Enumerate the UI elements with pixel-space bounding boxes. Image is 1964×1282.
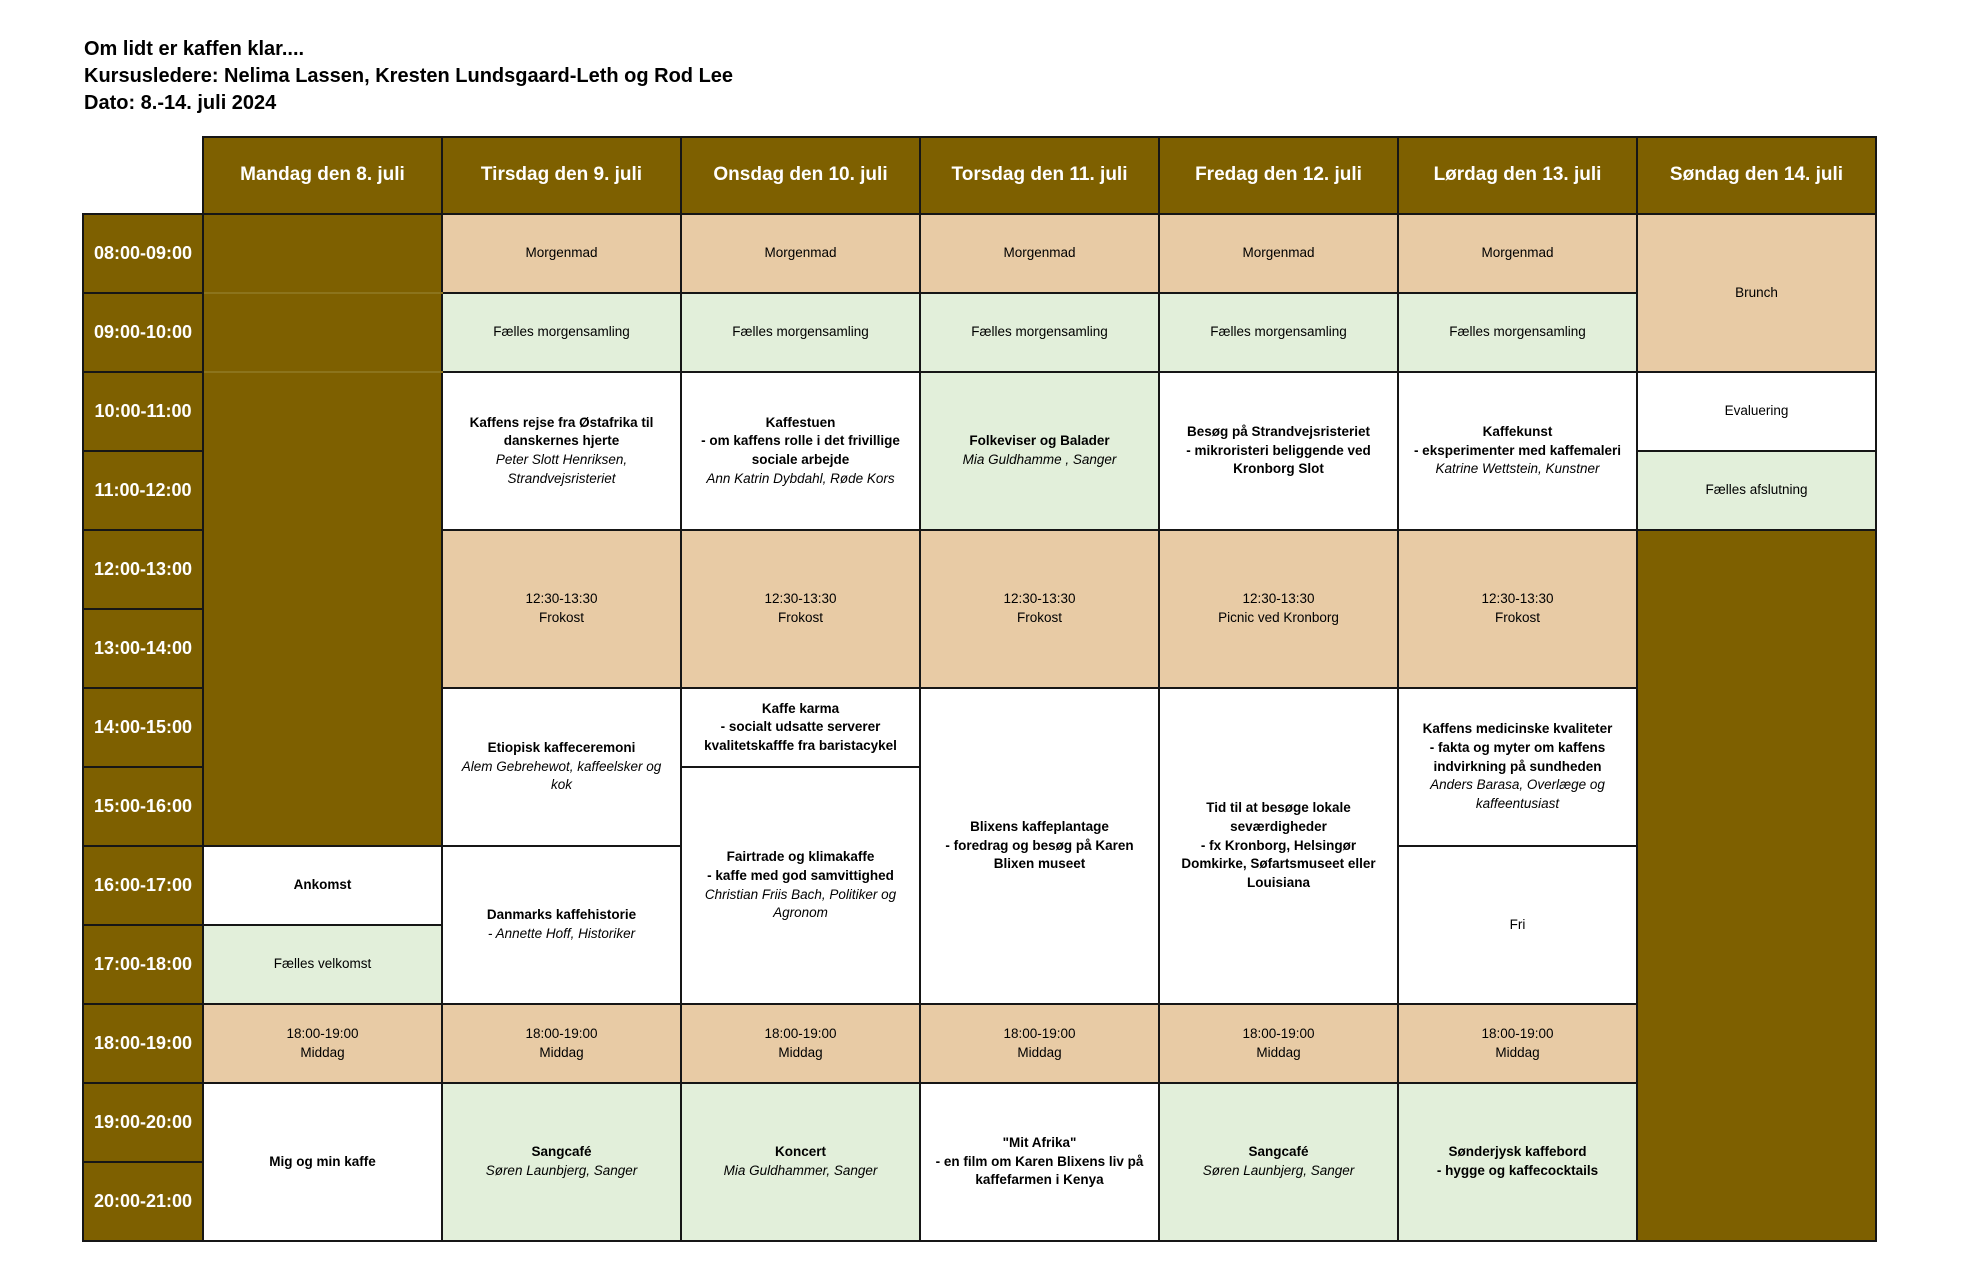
time-slot-1600: 16:00-17:00: [83, 846, 203, 925]
event-title: Tid til at besøge lokale seværdigheder: [1206, 800, 1351, 835]
event-presenter: Alem Gebrehewot, kaffeelsker og kok: [461, 758, 662, 793]
cell-son-afslutning: Fælles afslutning: [1637, 451, 1876, 530]
day-header-fredag: Fredag den 12. juli: [1159, 137, 1398, 214]
meal-time: 12:30-13:30: [1481, 591, 1554, 607]
cell-man-0800-empty: [203, 214, 442, 293]
cell-tir-kaffeceremoni: [442, 688, 681, 846]
cell-tor-mit-afrika: [920, 1083, 1159, 1241]
event-presenter: Mia Guldhammer, Sanger: [723, 1163, 878, 1178]
row-0800: [83, 214, 1876, 293]
meal-label: Middag: [1495, 1044, 1540, 1060]
event-presenter: Søren Launbjerg, Sanger: [1202, 1163, 1355, 1178]
day-header-torsdag: Torsdag den 11. juli: [920, 137, 1159, 214]
event-presenter: Anders Barasa, Overlæge og kaffeentusiast: [1430, 777, 1605, 811]
cell-tir-frokost: [442, 530, 681, 688]
time-slot-1100: 11:00-12:00: [83, 451, 203, 530]
cell-man-velkomst: Fælles velkomst: [203, 925, 442, 1004]
meal-label: Middag: [1017, 1044, 1062, 1060]
event-subtitle: - eksperimenter med kaffemaleri: [1413, 442, 1622, 458]
event-title: Etiopisk kaffeceremoni: [487, 740, 636, 756]
event-presenter: Peter Slott Henriksen, Strandvejsristeriet: [495, 452, 628, 486]
meal-label: Middag: [539, 1044, 584, 1060]
corner-cell: [83, 137, 203, 214]
cell-fre-picnic: [1159, 530, 1398, 688]
time-slot-1000: 10:00-11:00: [83, 372, 203, 451]
time-slot-1300: 13:00-14:00: [83, 609, 203, 688]
meal-time: 18:00-19:00: [764, 1025, 837, 1041]
cell-man-0900-empty: [203, 293, 442, 372]
event-subtitle: - hygge og kaffecocktails: [1436, 1163, 1599, 1178]
cell-tir-morgensamling: Fælles morgensamling: [442, 293, 681, 372]
cell-ons-kaffe-karma: [681, 688, 920, 767]
meal-label: Middag: [778, 1044, 823, 1060]
cell-man-ankomst: Ankomst: [203, 846, 442, 925]
event-subtitle: - foredrag og besøg på Karen Blixen museet: [945, 837, 1134, 872]
event-title: Koncert: [774, 1144, 826, 1160]
cell-ons-frokost: [681, 530, 920, 688]
cell-ons-morgenmad: Morgenmad: [681, 214, 920, 293]
cell-tir-kaffens-rejse: [442, 372, 681, 530]
cell-tor-morgenmad: Morgenmad: [920, 214, 1159, 293]
day-header-mandag: Mandag den 8. juli: [203, 137, 442, 214]
time-slot-1500: 15:00-16:00: [83, 767, 203, 846]
cell-tir-middag: [442, 1004, 681, 1083]
time-slot-1200: 12:00-13:00: [83, 530, 203, 609]
row-0900: [83, 293, 1876, 372]
event-title: Danmarks kaffehistorie: [486, 907, 637, 923]
event-title: Fairtrade og klimakaffe: [726, 849, 875, 865]
event-subtitle: - en film om Karen Blixens liv på kaffefarmen i Kenya: [935, 1153, 1144, 1188]
cell-lor-fri: Fri: [1398, 846, 1637, 1004]
cell-lor-morgenmad: Morgenmad: [1398, 214, 1637, 293]
meal-time: 12:30-13:30: [525, 591, 598, 607]
cell-man-mig-og-min-kaffe: Mig og min kaffe: [203, 1083, 442, 1241]
cell-tor-folkeviser: [920, 372, 1159, 530]
meal-label: Frokost: [777, 610, 823, 625]
event-title: Kaffestuen: [765, 414, 836, 430]
time-slot-1900: 19:00-20:00: [83, 1083, 203, 1162]
event-presenter: Katrine Wettstein, Kunstner: [1435, 461, 1600, 477]
time-slot-0900: 09:00-10:00: [83, 293, 203, 372]
event-title: Kaffe karma: [761, 700, 840, 716]
cell-tor-morgensamling: Fælles morgensamling: [920, 293, 1159, 372]
intro-block: [84, 36, 733, 117]
meal-time: 18:00-19:00: [525, 1025, 598, 1041]
cell-ons-middag: [681, 1004, 920, 1083]
cell-tir-morgenmad: Morgenmad: [442, 214, 681, 293]
event-subtitle: - fx Kronborg, Helsingør Domkirke, Søfartsmuseet eller Louisiana: [1181, 837, 1376, 890]
cell-tor-blixens: [920, 688, 1159, 1004]
cell-son-block-empty: [1637, 530, 1876, 1241]
meal-label: Picnic ved Kronborg: [1218, 610, 1339, 625]
event-presenter: - Annette Hoff, Historiker: [487, 926, 636, 941]
day-header-onsdag: Onsdag den 10. juli: [681, 137, 920, 214]
cell-fre-morgensamling: Fælles morgensamling: [1159, 293, 1398, 372]
cell-tor-frokost: [920, 530, 1159, 688]
day-header-lordag: Lørdag den 13. juli: [1398, 137, 1637, 214]
cell-fre-sangcafe: [1159, 1083, 1398, 1241]
cell-lor-morgensamling: Fælles morgensamling: [1398, 293, 1637, 372]
event-subtitle: - fakta og myter om kaffens indvirkning på sundheden: [1429, 740, 1606, 774]
event-title: Sønderjysk kaffebord: [1448, 1144, 1587, 1160]
course-leaders: Kursusledere: Nelima Lassen, Kresten Lundsgaard-Leth og Rod Lee: [84, 65, 734, 87]
cell-fre-sevaerdigheder: [1159, 688, 1398, 1004]
day-header-tirsdag: Tirsdag den 9. juli: [442, 137, 681, 214]
meal-time: 18:00-19:00: [286, 1025, 359, 1041]
cell-tir-kaffehistorie: [442, 846, 681, 1004]
event-title: "Mit Afrika": [1002, 1135, 1077, 1151]
cell-fre-strandvejsristeriet: [1159, 372, 1398, 530]
time-slot-2000: 20:00-21:00: [83, 1162, 203, 1241]
event-subtitle: - kaffe med god samvittighed: [707, 867, 894, 883]
row-1800: [83, 1004, 1876, 1083]
meal-time: 18:00-19:00: [1242, 1025, 1315, 1041]
cell-lor-kaffebord: [1398, 1083, 1637, 1241]
meal-label: Frokost: [538, 610, 584, 625]
course-date: Dato: 8.-14. juli 2024: [84, 92, 277, 114]
event-subtitle: - om kaffens rolle i det frivillige sociale arbejde: [701, 433, 900, 467]
cell-fre-morgenmad: Morgenmad: [1159, 214, 1398, 293]
cell-fre-middag: [1159, 1004, 1398, 1083]
time-slot-1700: 17:00-18:00: [83, 925, 203, 1004]
cell-ons-koncert: [681, 1083, 920, 1241]
event-subtitle: - socialt udsatte serverer kvalitetskafffe fra baristacykel: [704, 719, 897, 753]
event-title: Kaffens rejse fra Østafrika til danskernes hjerte: [469, 414, 654, 449]
day-header-sondag: Søndag den 14. juli: [1637, 137, 1876, 214]
meal-time: 18:00-19:00: [1003, 1025, 1076, 1041]
time-slot-0800: 08:00-09:00: [83, 214, 203, 293]
cell-son-evaluering: Evaluering: [1637, 372, 1876, 451]
cell-son-brunch: Brunch: [1637, 214, 1876, 372]
event-title: Sangcafé: [531, 1144, 592, 1160]
header-row: [83, 137, 1876, 214]
event-presenter: Mia Guldhamme , Sanger: [962, 452, 1117, 467]
meal-time: 18:00-19:00: [1481, 1025, 1554, 1041]
event-title: Sangcafé: [1248, 1144, 1309, 1160]
event-title: Folkeviser og Balader: [969, 433, 1110, 449]
cell-ons-kaffestuen: [681, 372, 920, 530]
cell-man-block-empty: [203, 372, 442, 846]
time-slot-1400: 14:00-15:00: [83, 688, 203, 767]
meal-label: Frokost: [1016, 610, 1062, 625]
event-subtitle: - mikroristeri beliggende ved Kronborg Slot: [1186, 442, 1371, 477]
event-title: Blixens kaffeplantage: [970, 819, 1109, 835]
course-title: Om lidt er kaffen klar....: [84, 38, 305, 60]
cell-man-middag: [203, 1004, 442, 1083]
cell-lor-middag: [1398, 1004, 1637, 1083]
meal-time: 12:30-13:30: [764, 591, 837, 607]
cell-tir-sangcafe: [442, 1083, 681, 1241]
meal-label: Middag: [300, 1044, 345, 1060]
cell-lor-frokost: [1398, 530, 1637, 688]
time-slot-1800: 18:00-19:00: [83, 1004, 203, 1083]
event-presenter: Søren Launbjerg, Sanger: [485, 1163, 638, 1178]
cell-lor-kaffekunst: [1398, 372, 1637, 530]
cell-ons-morgensamling: Fælles morgensamling: [681, 293, 920, 372]
event-title: Besøg på Strandvejsristeriet: [1186, 424, 1371, 440]
cell-lor-medicinske: [1398, 688, 1637, 846]
row-1000: [83, 372, 1876, 451]
meal-label: Frokost: [1494, 610, 1540, 625]
row-1900: [83, 1083, 1876, 1162]
event-title: Kaffens medicinske kvaliteter: [1422, 721, 1613, 737]
event-presenter: Christian Friis Bach, Politiker og Agronom: [704, 886, 897, 921]
meal-label: Middag: [1256, 1044, 1301, 1060]
event-title: Kaffekunst: [1482, 424, 1553, 440]
event-presenter: Ann Katrin Dybdahl, Røde Kors: [706, 470, 895, 486]
schedule-table: [82, 136, 1877, 1242]
cell-ons-fairtrade: [681, 767, 920, 1004]
meal-time: 12:30-13:30: [1242, 591, 1315, 607]
cell-tor-middag: [920, 1004, 1159, 1083]
meal-time: 12:30-13:30: [1003, 591, 1076, 607]
